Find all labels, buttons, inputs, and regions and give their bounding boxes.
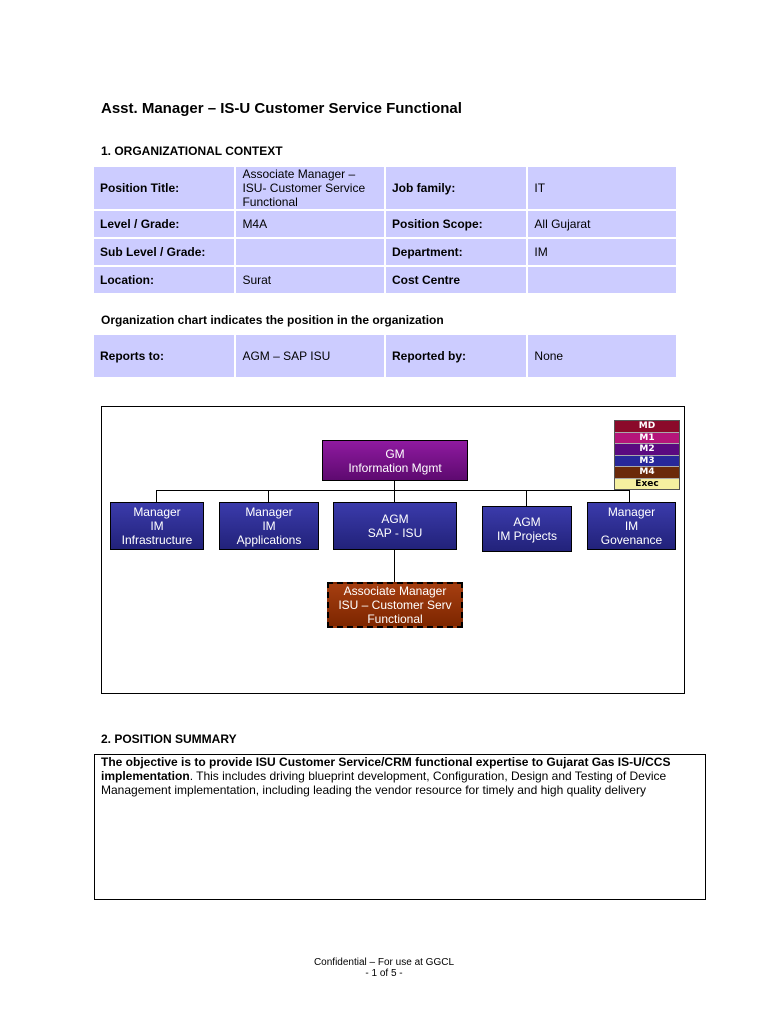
level-grade-label: Level / Grade:	[94, 211, 234, 237]
org-box-line: IM	[262, 519, 276, 533]
legend-item-m1: M1	[615, 433, 679, 445]
reported-by-value: None	[528, 335, 676, 377]
reports-to-label: Reports to:	[94, 335, 234, 377]
legend-item-m2: M2	[615, 444, 679, 456]
org-box-line: IM	[624, 519, 639, 533]
org-box-line: Manager	[133, 505, 181, 519]
location-label: Location:	[94, 267, 234, 293]
connector-line	[156, 490, 630, 491]
org-box-line: Govenance	[600, 533, 663, 547]
table-row	[94, 211, 676, 237]
org-box-line: IM Projects	[496, 529, 557, 543]
org-box-line: SAP - ISU	[367, 526, 423, 540]
org-box-line: AGM	[513, 515, 541, 529]
connector-line	[526, 490, 527, 506]
sub-level-grade-label: Sub Level / Grade:	[94, 239, 234, 265]
legend-item-m4: M4	[615, 467, 679, 479]
cost-centre-value	[528, 267, 676, 293]
org-box-line: Functional	[367, 612, 423, 626]
org-box-manager-im-applications	[219, 502, 319, 550]
level-grade-value: M4A	[236, 211, 384, 237]
org-box-line: Information Mgmt	[348, 460, 442, 475]
org-box-line: Applications	[236, 533, 302, 547]
grade-legend	[614, 420, 680, 490]
page-title: Asst. Manager – IS-U Customer Service Functional	[101, 100, 462, 117]
footer-page-number: - 1 of 5 -	[365, 968, 403, 979]
organizational-context-table	[92, 165, 678, 295]
summary-normal-text: . This includes driving blueprint development, Configuration, Design and Testing of Device Management implementation, including leading the vendor resource for timely and high quality delivery	[101, 769, 667, 797]
org-box-manager-im-infrastructure	[110, 502, 204, 550]
org-box-manager-im-governance	[587, 502, 676, 550]
position-scope-value: All Gujarat	[528, 211, 676, 237]
org-box-line: ISU – Customer Serv	[338, 598, 452, 612]
table-row	[94, 167, 676, 209]
job-family-value: IT	[528, 167, 676, 209]
org-box-line: Infrastructure	[121, 533, 193, 547]
org-box-line: IM	[150, 519, 164, 533]
department-label: Department:	[386, 239, 526, 265]
reported-by-label: Reported by:	[386, 335, 526, 377]
table-row	[94, 335, 676, 377]
section-heading-position-summary: 2. POSITION SUMMARY	[101, 732, 237, 746]
sub-level-grade-value	[236, 239, 384, 265]
reports-to-value: AGM – SAP ISU	[236, 335, 384, 377]
cost-centre-label: Cost Centre	[386, 267, 526, 293]
connector-line	[394, 490, 395, 502]
connector-line	[394, 480, 395, 490]
org-box-line: Manager	[607, 505, 656, 519]
table-row	[94, 267, 676, 293]
department-value: IM	[528, 239, 676, 265]
legend-item-exec: Exec	[615, 479, 679, 490]
position-summary-box	[94, 754, 706, 900]
position-summary-text	[95, 755, 705, 797]
footer-confidential: Confidential – For use at GGCL	[313, 957, 455, 968]
org-box-line: Manager	[245, 505, 293, 519]
section-heading-organizational-context: 1. ORGANIZATIONAL CONTEXT	[101, 144, 283, 158]
org-box-agm-im-projects	[482, 506, 572, 552]
connector-line	[156, 490, 157, 502]
position-scope-label: Position Scope:	[386, 211, 526, 237]
org-box-line: GM	[385, 446, 405, 461]
connector-line	[268, 490, 269, 502]
org-box-line: Associate Manager	[343, 584, 447, 598]
legend-item-md: MD	[615, 421, 679, 433]
summary-bold-text: The objective is to provide ISU Customer Service/CRM functional expertise to Gujarat Gas IS-U/CCS implementation	[101, 755, 671, 783]
table-row	[94, 239, 676, 265]
location-value: Surat	[236, 267, 384, 293]
position-title-label: Position Title:	[94, 167, 234, 209]
org-box-associate-manager-position	[327, 582, 463, 628]
org-box-agm-sap-isu	[333, 502, 457, 550]
connector-line	[394, 549, 395, 582]
legend-item-m3: M3	[615, 456, 679, 468]
position-title-value: Associate Manager – ISU- Customer Service Functional	[236, 167, 384, 209]
connector-line	[629, 490, 630, 502]
org-box-gm-information-mgmt	[322, 440, 468, 481]
org-chart-intro: Organization chart indicates the position in the organization	[101, 313, 444, 327]
org-box-line: AGM	[381, 512, 409, 526]
job-family-label: Job family:	[386, 167, 526, 209]
reporting-table	[92, 333, 678, 379]
